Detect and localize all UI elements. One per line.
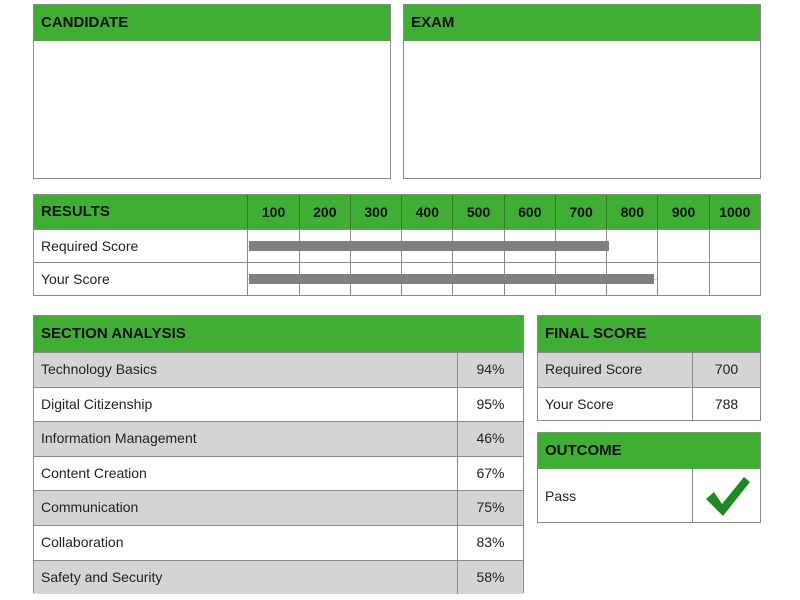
scale-tick: 700 <box>555 195 606 229</box>
section-name: Digital Citizenship <box>41 395 153 412</box>
scale-tick: 100 <box>247 195 298 229</box>
table-row <box>34 456 523 491</box>
table-row <box>34 352 523 387</box>
section-percent: 83% <box>457 526 523 560</box>
section-name: Technology Basics <box>41 361 157 377</box>
section-analysis-table <box>33 315 524 593</box>
your-score-bar <box>249 274 654 284</box>
scale-tick: 400 <box>401 195 452 229</box>
section-name: Collaboration <box>41 533 124 550</box>
scale-tick: 900 <box>657 195 708 229</box>
required-score-bar <box>249 241 609 251</box>
candidate-header: CANDIDATE <box>34 5 390 41</box>
table-row <box>34 525 523 560</box>
exam-header: EXAM <box>404 5 760 41</box>
scale-tick: 600 <box>504 195 555 229</box>
final-score-header: FINAL SCORE <box>538 316 760 352</box>
scale-tick: 800 <box>606 195 657 229</box>
section-percent: 95% <box>457 388 523 422</box>
final-score-value: 700 <box>692 353 760 387</box>
table-row <box>538 352 760 387</box>
section-percent: 67% <box>457 457 523 491</box>
section-percent: 46% <box>457 422 523 456</box>
outcome-table <box>537 432 761 523</box>
results-row-required <box>34 229 760 262</box>
table-row <box>34 490 523 525</box>
results-header-row <box>34 195 760 229</box>
candidate-body <box>34 41 390 178</box>
table-row <box>538 387 760 422</box>
table-row <box>34 387 523 422</box>
outcome-mark-cell <box>692 469 760 523</box>
section-analysis-header: SECTION ANALYSIS <box>34 316 523 352</box>
checkmark-icon <box>702 473 752 519</box>
outcome-header: OUTCOME <box>538 433 760 469</box>
scale-tick: 1000 <box>709 195 760 229</box>
outcome-result: Pass <box>545 488 577 504</box>
section-percent: 94% <box>457 353 523 387</box>
scale-tick: 300 <box>350 195 401 229</box>
outcome-row <box>538 469 760 523</box>
section-name: Communication <box>41 499 139 516</box>
scale-tick: 500 <box>452 195 503 229</box>
table-row <box>34 560 523 595</box>
results-row-label: Required Score <box>41 238 139 254</box>
scale-tick: 200 <box>299 195 350 229</box>
section-name: Information Management <box>41 430 197 447</box>
exam-body <box>404 41 760 178</box>
section-name: Safety and Security <box>41 568 163 585</box>
results-row-label: Your Score <box>41 271 110 287</box>
results-table <box>33 194 761 296</box>
section-percent: 58% <box>457 561 523 595</box>
results-row-yours <box>34 262 760 295</box>
results-header: RESULTS <box>41 203 110 220</box>
section-percent: 75% <box>457 491 523 525</box>
final-score-label: Your Score <box>545 395 614 412</box>
section-name: Content Creation <box>41 464 147 481</box>
exam-panel <box>403 4 761 179</box>
table-row <box>34 421 523 456</box>
final-score-label: Required Score <box>545 361 643 377</box>
final-score-value: 788 <box>692 388 760 422</box>
final-score-table <box>537 315 761 421</box>
candidate-panel <box>33 4 391 179</box>
